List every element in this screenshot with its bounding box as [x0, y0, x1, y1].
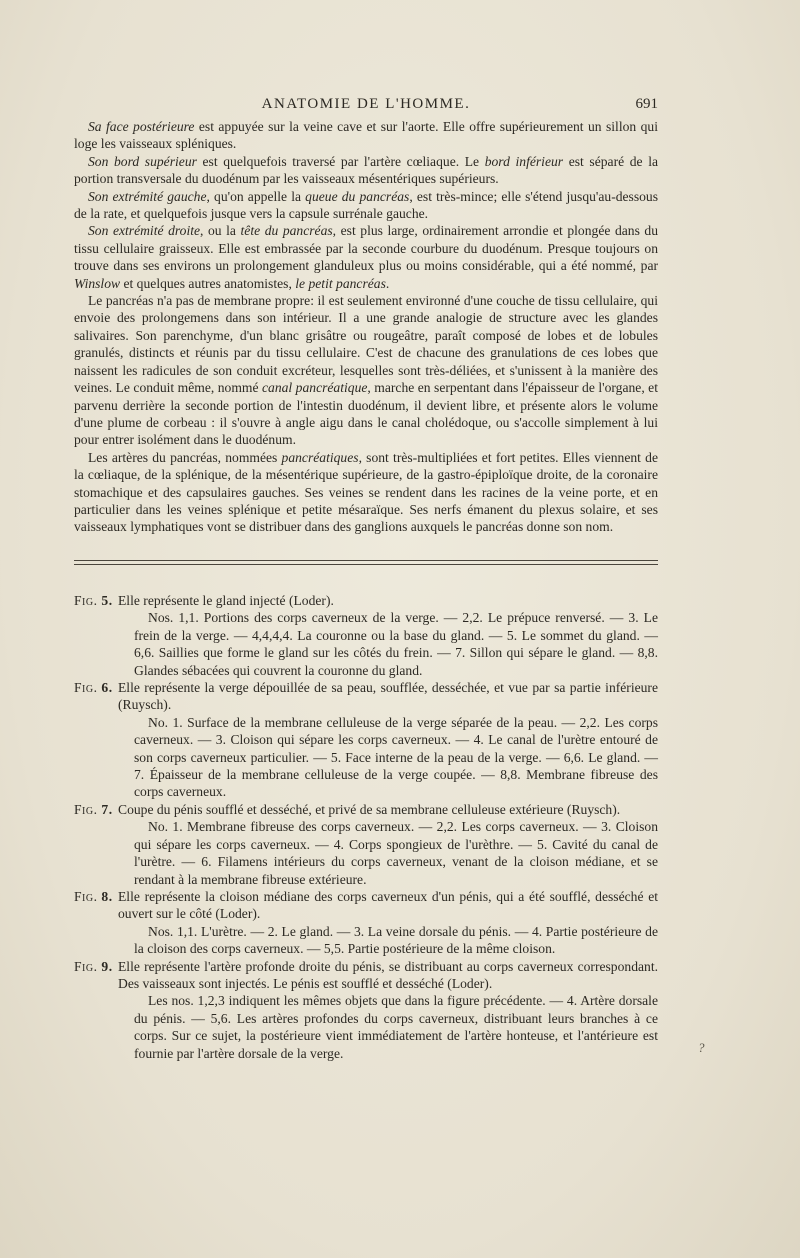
figure-label-word: Fig. — [74, 801, 98, 817]
page-number: 691 — [635, 96, 658, 112]
italic-term: bord inférieur — [484, 153, 564, 169]
italic-term: Son bord supérieur — [88, 153, 197, 169]
text-run: . — [385, 275, 390, 291]
italic-term: canal pancréatique — [262, 380, 368, 396]
figure-legend — [74, 679, 658, 801]
figure-number: 7. — [97, 801, 113, 817]
paragraph — [74, 153, 658, 188]
figure-key: Nos. 1,1. Portions des corps caverneux de la verge. — 2,2. Le prépuce renversé. — 3. Le frein de la verge. — 4,4,4,4. La couronne ou la base du gland. — 5. Le sommet du gland. — 6,6. Saillies que forme le gland sur les côtés du frein. — 7. Sillon qui sépare le gland. — 8,8. Glandes sébacées qui couvrent la couronne du gland. — [134, 610, 658, 678]
figure-label-word: Fig. — [74, 888, 98, 904]
running-title: ANATOMIE DE L'HOMME. — [261, 96, 471, 112]
italic-term: tête du pancréas — [240, 223, 333, 239]
figure-legend — [74, 801, 658, 888]
figure-label — [74, 592, 118, 609]
text-run: Le pancréas n'a pas de membrane propre: il est seulement environné d'une couche de tissu cellulaire, qui envoie des prolongemens dans son intérieur. Il a une grande analogie de structure avec les glandes salivaires. Son parenchyme, d'un blanc grisâtre ou rougeâtre, paraît composé de lobes et de lobules granulés, distincts et réunis par du tissu cellulaire. C'est de chacune des granulations de ces lobes que naissent les radicules de son conduit excréteur, lesquelles sont très-déliées, et s'unissent à la manière des veines. Le conduit même, nommé — [74, 293, 658, 396]
text-run: , est très-mince; elle s'étend jusqu'au-dessous de la rate, et quelquefois jusque vers la capsule surrénale gauche. — [74, 188, 659, 222]
figure-caption — [74, 958, 658, 993]
text-run: , qu'on appelle la — [206, 188, 306, 204]
margin-note: ? — [698, 1040, 705, 1055]
page-header — [74, 96, 658, 118]
paragraph — [74, 449, 658, 536]
figure-caption — [74, 592, 658, 609]
italic-term: pancréatiques — [281, 449, 359, 465]
text-run: est séparé de la portion transversale du duodénum par les vaisseaux mésentériques supérieurs. — [74, 153, 658, 187]
figure-description: Elle représente le gland injecté (Loder). — [118, 593, 334, 608]
text-run: , est plus large, ordinairement arrondie et plongée dans du tissu cellulaire graisseux. Elle est embrassée par la seconde courbure du duodénum. Presque toujours on trouve dans ses environs un prolongement glanduleux plus ou moins considérable, qui a été nommé, par — [74, 223, 659, 274]
text-run: est appuyée sur la veine cave et sur l'aorte. Elle offre supérieurement un sillon qui loge les vaisseaux spléniques. — [74, 119, 658, 152]
figure-number: 9. — [97, 958, 113, 974]
figure-label-word: Fig. — [74, 593, 98, 608]
text-run: , marche en serpentant dans l'épaisseur de l'organe, et parvenu derrière la seconde portion de l'intestin duodénum, il devient libre, et présente alors le volume d'une plume de corbeau : il s'ouvre à angle aigu dans le canal cholédoque, ou s'accolle simplement à lui pour entrer isolément dans le duodénum. — [74, 380, 658, 448]
figure-label-word: Fig. — [74, 958, 98, 974]
figure-legends — [74, 592, 658, 1062]
italic-term: Winslow — [74, 275, 121, 291]
italic-term: Son extrémité gauche — [88, 188, 207, 204]
paragraph — [74, 188, 658, 223]
figure-description: Elle représente l'artère profonde droite du pénis, se distribuant au corps caverneux correspondant. Des vaisseaux sont injectés. Le pénis est soufflé et desséché (Loder). — [118, 958, 658, 991]
figure-label — [74, 888, 118, 905]
paragraph — [74, 222, 658, 292]
figure-legend — [74, 592, 658, 679]
text-run: est quelquefois traversé par l'artère cœliaque. Le — [196, 153, 485, 169]
figure-number: 6. — [97, 680, 113, 696]
italic-term: Son extrémité droite — [88, 223, 201, 239]
figure-key: Nos. 1,1. L'urètre. — 2. Le gland. — 3. La veine dorsale du pénis. — 4. Partie postérieure de la cloison des corps caverneux. — 5,5. Partie postérieure de la même cloison. — [134, 923, 658, 957]
figure-caption — [74, 679, 658, 714]
figure-label-word: Fig. — [74, 680, 98, 696]
paragraph — [74, 118, 658, 153]
figure-label — [74, 679, 118, 696]
main-text — [74, 118, 658, 536]
figure-description: Coupe du pénis soufflé et desséché, et privé de sa membrane celluleuse extérieure (Ruysch). — [118, 801, 621, 817]
italic-term: queue du pancréas — [305, 188, 410, 204]
text-run: , ou la — [200, 223, 241, 239]
figure-key: No. 1. Surface de la membrane celluleuse de la verge séparée de la peau. — 2,2. Les corps caverneux. — 3. Cloison qui sépare les corps caverneux. — 4. Le canal de l'urètre entouré de son corps caverneux particulier. — 5. Face interne de la peau de la verge. — 6,6. Le gland. — 7. Épaisseur de la membrane celluleuse de la verge coupée. — 8,8. Membrane fibreuse des corps caverneux. — [134, 714, 658, 800]
section-divider — [74, 560, 658, 565]
figure-label — [74, 801, 118, 818]
italic-term: le petit pancréas — [295, 275, 386, 291]
figure-number: 5. — [97, 593, 113, 608]
figure-caption — [74, 888, 658, 923]
text-run: et quelques autres anatomistes, — [120, 275, 296, 291]
figure-legend — [74, 958, 658, 1062]
figure-description: Elle représente la cloison médiane des corps caverneux d'un pénis, qui a été soufflé, desséché et ouvert sur le côté (Loder). — [118, 888, 658, 922]
figure-label — [74, 958, 118, 975]
figure-legend — [74, 888, 658, 958]
italic-term: Sa face postérieure — [88, 119, 195, 134]
text-run: , sont très-multipliées et fort petites. Elles viennent de la cœliaque, de la splénique, de la mésentérique supérieure, de la gastro-épiploïque droite, de la coronaire stomachique et des capsulaires gauches. Ses veines se rendent dans les racines de la veine porte, et en particulier dans les veines splénique et petite mésaraïque. Ses nerfs émanent du plexus solaire, et ses vaisseaux lymphatiques vont se distribuer dans des ganglions auxquels le pancréas donne son nom. — [74, 449, 658, 535]
text-run: Les artères du pancréas, nommées — [88, 449, 282, 465]
figure-description: Elle représente la verge dépouillée de sa peau, soufflée, desséchée, et vue par sa partie inférieure (Ruysch). — [118, 680, 658, 713]
figure-key: No. 1. Membrane fibreuse des corps caverneux. — 2,2. Les corps caverneux. — 3. Cloison qui sépare les corps caverneux. — 4. Corps spongieux de l'urèthre. — 5. Cavité du canal de l'urètre. — 6. Filamens intérieurs du corps caverneux, venant de la cloison médiane, et se rendant à la membrane fibreuse extérieure. — [134, 819, 658, 887]
figure-number: 8. — [97, 888, 113, 904]
figure-caption — [74, 801, 658, 818]
figure-key: Les nos. 1,2,3 indiquent les mêmes objets que dans la figure précédente. — 4. Artère dorsale du pénis. — 5,6. Les artères profondes du corps caverneux, distribuant leurs branches à ce corps. Sur ce sujet, la postérieure vient immédiatement de l'artère honteuse, et l'antérieure est fournie par l'artère dorsale de la verge. — [134, 993, 658, 1061]
paragraph — [74, 292, 658, 449]
